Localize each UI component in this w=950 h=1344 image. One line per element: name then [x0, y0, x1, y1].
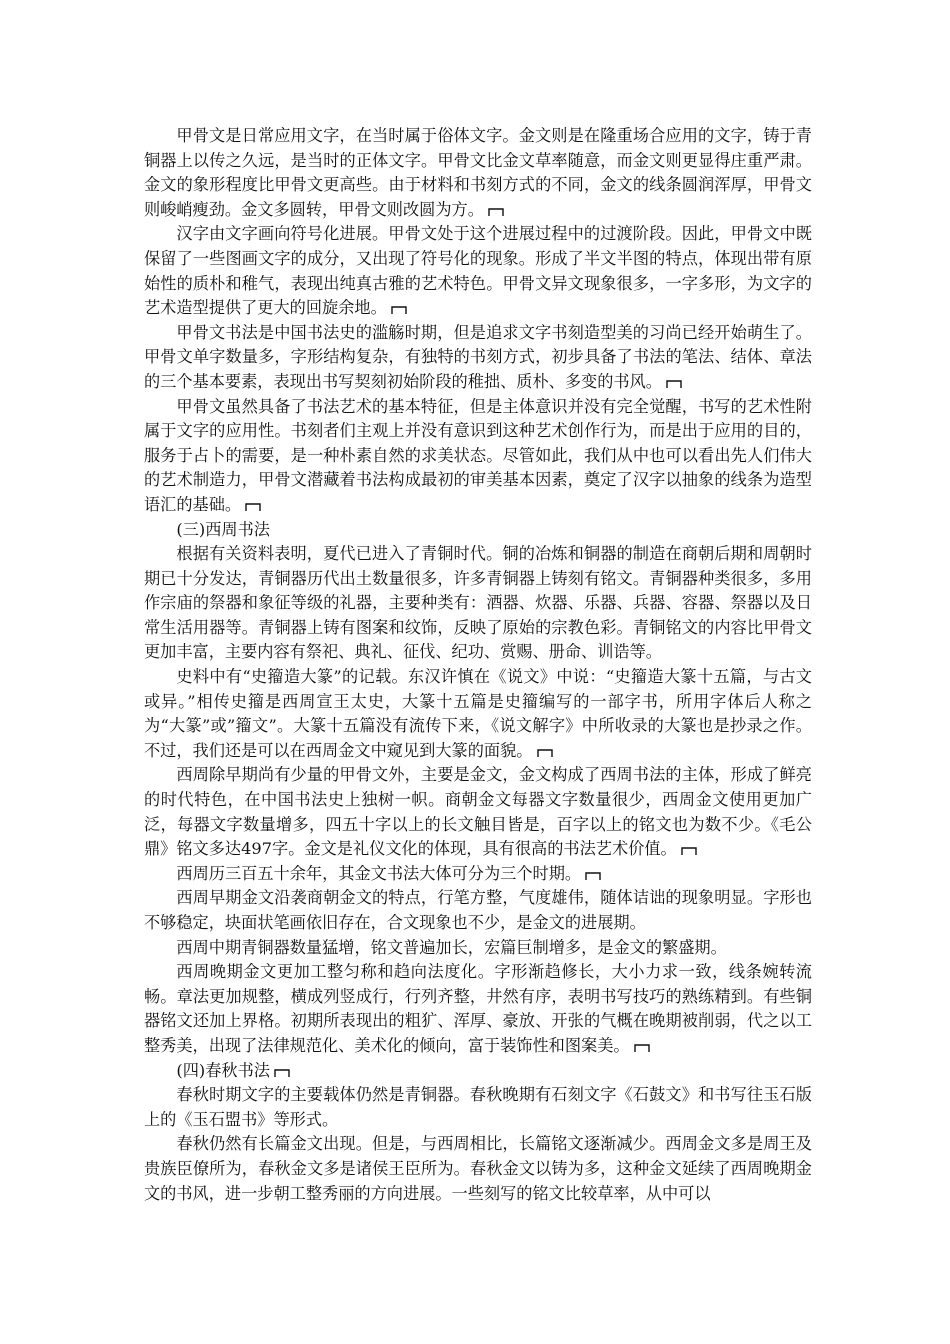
paragraph-mark-icon: [634, 1043, 650, 1052]
paragraph-4: 甲骨文虽然具备了书法艺术的基本特征，但是主体意识并没有完全觉醒，书写的艺术性附属于文字的应用性。书刻者们主观上并没有意识到这种艺术创作行为，而是出于应用的目的，服务于占卜的需要，是一种朴素自然的求美状态。尽管如此，我们从中也可以看出先人们伟大的艺术制造力，甲骨文潜藏着书法构成最初的审美基本因素，奠定了汉字以抽象的线条为造型语汇的基础。: [144, 396, 812, 514]
paragraph-mark-icon: [391, 305, 407, 314]
paragraph-15: 春秋仍然有长篇金文出现。但是，与西周相比，长篇铭文逐渐减少。西周金文多是周王及贵族臣僚所为，春秋金文多是诸侯王臣所为。春秋金文以铸为多，这种金文延续了西周晚期金文的书风，进一步朝工整秀丽的方向进展。一些刻写的铭文比较草率，从中可以: [144, 1134, 812, 1203]
paragraph-3: 甲骨文书法是中国书法史的滥觞时期，但是追求文字书刻造型美的习尚已经开始萌生了。甲骨文单字数量多，字形结构复杂，有独特的书刻方式，初步具备了书法的笔法、结体、章法的三个基本要素，表现出书写契刻初始阶段的稚拙、质朴、多变的书风。: [144, 322, 812, 391]
paragraph-6: 根据有关资料表明，夏代已进入了青铜时代。铜的冶炼和铜器的制造在商朝后期和周朝时期已十分发达，青铜器历代出土数量很多，许多青铜器上铸刻有铭文。青铜器种类很多，多用作宗庙的祭器和象征等级的礼器，主要种类有：酒器、炊器、乐器、兵器、容器、祭器以及日常生活用器等。青铜器上铸有图案和纹饰，反映了原始的宗教色彩。青铜铭文的内容比甲骨文更加丰富，主要内容有祭祀、典礼、征伐、纪功、赏赐、册命、训诰等。: [144, 544, 812, 662]
paragraph-7: 史料中有“史籀造大篆”的记载。东汉许慎在《说文》中说：“史籀造大篆十五篇，与古文或异。”相传史籀是西周宣王太史，大篆十五篇是史籀编写的一部字书，所用字体后人称之为“大篆”或”籀文”。大篆十五篇没有流传下来，《说文解字》中所收录的大篆也是抄录之作。不过，我们还是可以在西周金文中窥见到大篆的面貌。: [144, 667, 812, 760]
paragraph-8: 西周除早期尚有少量的甲骨文外，主要是金文，金文构成了西周书法的主体，形成了鲜亮的时代特色，在中国书法史上独树一帜。商朝金文每器文字数量很少，西周金文使用更加广泛，每器文字数量增多，四五十字以上的长文触目皆是，百字以上的铭文也为数不少。《毛公鼎》铭文多达497字。金文是礼仪文化的体现，具有很高的书法艺术价值。: [144, 765, 812, 859]
paragraph-mark-icon: [585, 871, 601, 880]
section-heading-spring-autumn: (四)春秋书法: [144, 1059, 812, 1084]
document-page: [144, 124, 812, 1206]
paragraph-11: 西周中期青铜器数量猛增，铭文普遍加长，宏篇巨制增多，是金文的繁盛期。: [176, 937, 727, 957]
paragraph-10: 西周早期金文沿袭商朝金文的特点，行笔方整，气度雄伟，随体诘诎的现象明显。字形也不够稳定，块面状笔画依旧存在，合文现象也不少，是金文的进展期。: [144, 888, 812, 932]
paragraph-mark-icon: [245, 502, 261, 511]
paragraph-9: 西周历三百五十余年，其金文书法大体可分为三个时期。: [144, 862, 812, 887]
paragraph-2: 汉字由文字画向符号化进展。甲骨文处于这个进展过程中的过渡阶段。因此，甲骨文中既保留了一些图画文字的成分，又出现了符号化的现象。形成了半文半图的特点，体现出带有原始性的质朴和稚气，表现出纯真古雅的艺术特色。甲骨文异文现象很多，一字多形，为文字的艺术造型提供了更大的回旋余地。: [144, 224, 812, 318]
paragraph-mark-icon: [666, 379, 682, 388]
paragraph-mark-icon: [537, 748, 553, 757]
paragraph-mark-icon: [681, 846, 697, 855]
paragraph-12: 西周晚期金文更加工整匀称和趋向法度化。字形渐趋修长，大小力求一致，线条婉转流畅。章法更加规整，横成列竖成行，行列齐整，井然有序，表明书写技巧的熟练精到。有些铜器铭文还加上界格。初期所表现出的粗犷、浑厚、豪放、开张的气概在晚期被削弱，代之以工整秀美，出现了法律规范化、美术化的倾向，富于装饰性和图案美。: [144, 962, 812, 1055]
paragraph-mark-icon: [274, 1068, 290, 1077]
paragraph-14: 春秋时期文字的主要载体仍然是青铜器。春秋晚期有石刻文字《石鼓文》和书写往玉石版上的《玉石盟书》等形式。: [144, 1085, 812, 1129]
section-heading-western-zhou: (三)西周书法: [176, 519, 270, 539]
paragraph-mark-icon: [488, 207, 504, 216]
paragraph-1: 甲骨文是日常应用文字，在当时属于俗体文字。金文则是在隆重场合应用的文字，铸于青铜器上以传之久远，是当时的正体文字。甲骨文比金文草率随意，而金文则更显得庄重严肃。金文的象形程度比甲骨文更高些。由于材料和书刻方式的不同，金文的线条圆润浑厚，甲骨文则峻峭瘦劲。金文多圆转，甲骨文则改圆为方。: [144, 126, 812, 219]
